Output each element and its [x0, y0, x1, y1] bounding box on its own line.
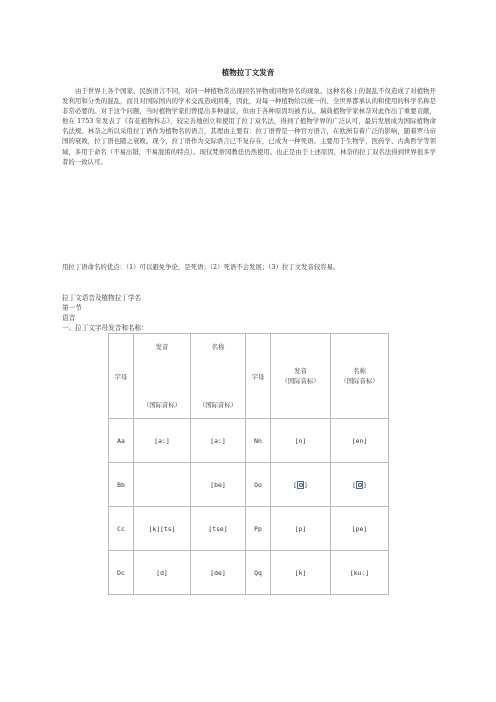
name-cell: [pe]	[331, 507, 389, 551]
header-letter: 字母	[109, 334, 134, 419]
table-row	[109, 507, 389, 551]
header-letter-2: 字母	[246, 334, 271, 419]
header-name-top: 名称	[211, 343, 225, 351]
pronunciation-cell: [k][ts]	[134, 507, 191, 551]
letter-cell: Pp	[246, 507, 271, 551]
letter-cell: Bb	[109, 463, 134, 507]
topic-label: 语音	[62, 314, 76, 322]
missing-glyph-icon	[297, 481, 304, 489]
header-name	[191, 334, 246, 419]
header-name-2-ipa: （国际音标）	[340, 377, 379, 385]
table-row	[109, 419, 389, 463]
header-pronunciation-ipa: （国际音标）	[142, 401, 182, 409]
name-cell	[331, 463, 389, 507]
header-pronunciation	[134, 334, 191, 419]
pronunciation-cell: [k]	[271, 551, 331, 595]
pronunciation-cell	[271, 463, 331, 507]
name-cell: [be]	[191, 463, 246, 507]
table-row	[109, 463, 389, 507]
name-cell: [ku:]	[331, 551, 389, 595]
letter-cell: Oo	[246, 463, 271, 507]
pronunciation-cell: [d]	[134, 551, 191, 595]
letter-cell: Qq	[246, 551, 271, 595]
missing-glyph-icon	[356, 481, 363, 489]
pronunciation-cell: [p]	[271, 507, 331, 551]
ipa-bracket: ]	[304, 480, 308, 489]
pronunciation-cell: [n]	[271, 419, 331, 463]
ipa-bracket: ]	[363, 480, 367, 489]
letter-cell: Cc	[109, 507, 134, 551]
header-pronunciation-2-top: 发音	[294, 367, 307, 375]
table-header-row	[109, 334, 389, 419]
table-row	[109, 551, 389, 595]
header-name-2	[331, 334, 389, 419]
letter-cell: Aa	[109, 419, 134, 463]
name-cell: [tse]	[191, 507, 246, 551]
letter-cell: Dc	[109, 551, 134, 595]
subsection-title: 一、拉丁文字母发音和名称：	[62, 324, 148, 332]
header-pronunciation-top: 发音	[155, 343, 169, 351]
chapter-label: 第一节	[62, 304, 82, 312]
letter-cell: Nn	[246, 419, 271, 463]
letter-pronunciation-table	[108, 333, 389, 595]
ipa-bracket: [	[352, 480, 356, 489]
name-cell: [de]	[191, 551, 246, 595]
intro-paragraph: 由于世界上各个国家、民族语言不同，对同一种植物常出现同名异物或同物异名的现象。这种名称上的混乱不仅造成了对植物开发利用和分类的混乱，而且对国际国内的学术交流造成困难，因此，对每一种植物给以统一的、全世界都承认的和使用的科学名称是非常必要的。对于这个问题，当时植物学家们曾提出多种建议，但由于各种原因均被否认。瑞典植物学家林奈对此作出了重要贡献，他在 1753 年发表了《有花植物科志》，较完善地创立和使用了拉丁双名法，得到了植物学界的广泛认可，最后发展成为国际植物命名法规。林奈之所以采用拉丁语作为植物名的语言，其理由主要有：拉丁语曾是一种官方语言，在欧洲有着广泛的影响，随着罗马帝国的衰败，拉丁语也随之衰败。现今，拉丁语作为交际语言已不复存在，已成为一种死语。主要用于生物学，医药学、古典哲学等领域，多用于命名（不易出错，不易混淆的特点）。现仅梵蒂冈教廷仍然使用。也正是由于上述原因，林奈的拉丁双名法得到世界很多学者的一致认可。	[62, 87, 436, 166]
header-name-2-top: 名称	[353, 367, 366, 375]
header-name-ipa: （国际音标）	[198, 401, 238, 409]
document-title: 植物拉丁文发音	[221, 68, 275, 77]
advantages-paragraph: 用拉丁语命名的优点：（1）可以避免争论，是死语；（2）死语不会发展；（3）拉丁文发音较容易。	[62, 263, 340, 271]
pronunciation-cell	[134, 463, 191, 507]
name-cell: [a:]	[191, 419, 246, 463]
section-title: 拉丁文语音及植物拉丁学名	[62, 294, 142, 302]
header-pronunciation-2-ipa: （国际音标）	[281, 377, 320, 385]
ipa-bracket: [	[293, 480, 297, 489]
pronunciation-cell: [a:]	[134, 419, 191, 463]
name-cell: [en]	[331, 419, 389, 463]
header-pronunciation-2	[271, 334, 331, 419]
